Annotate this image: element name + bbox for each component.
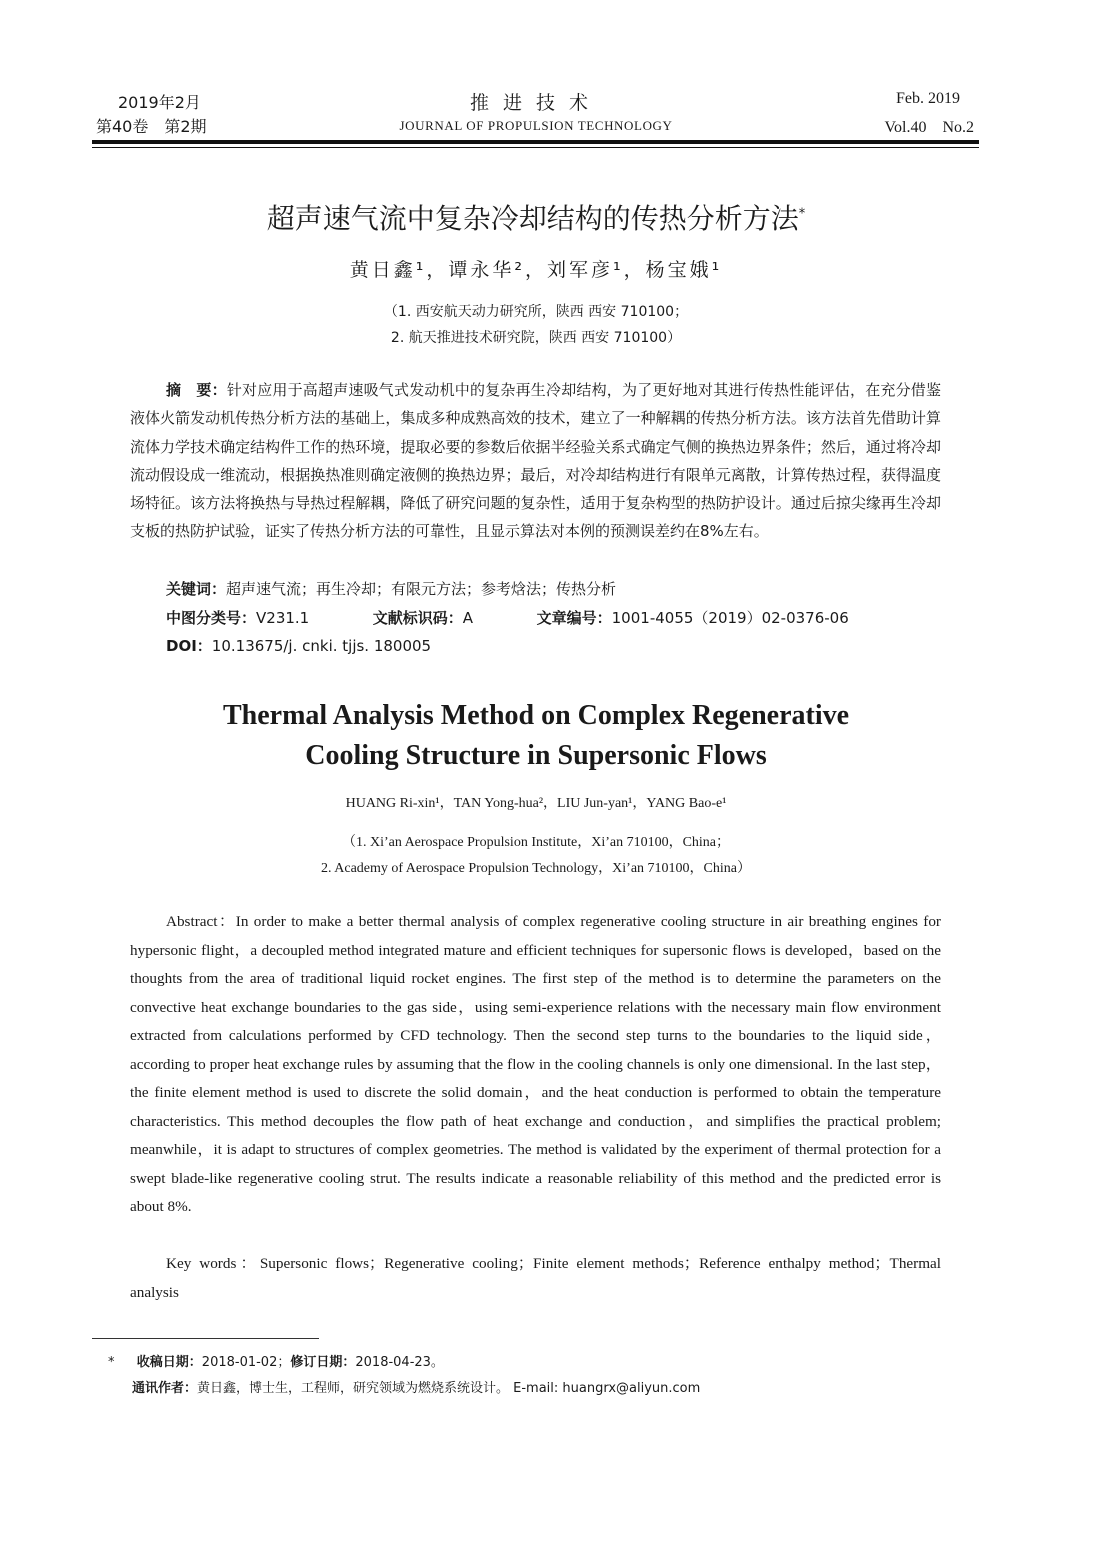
- affiliations-en: [0, 830, 1072, 882]
- revised-date: 2018-04-23。: [355, 1355, 444, 1370]
- abstract-en-text: In order to make a better thermal analysis of complex regenerative cooling structure in air breathing engines for hypersonic flight，a decoupled method integrated mature and efficient techniques for supersonic flows is developed，based on the thoughts from the area of traditional liquid rocket engines. The first step of the method is to determine the parameters on the convective heat exchange boundaries to the gas side，using semi-experience relations with the necessary main flow environment extracted from calculations performed by CFD technology. Then the second step turns to the boundaries to the liquid side，according to proper heat exchange rules by assuming that the flow in the cooling channels is only one dimensional. In the last step，the finite element method is used to discrete the solid domain，and the heat conduction is performed to obtain the temperature characteristics. This method decouples the flow path of heat exchange and conduction，and simplifies the practical problem; meanwhile，it is adapt to structures of complex geometries. The method is validated by the experiment of thermal protection for a swept blade-like regenerative cooling strut. The results indicate a reasonable reliability of this method and the predicted error is about 8%.: [130, 913, 941, 1215]
- header-issue-cn: 第40卷 第2期: [96, 117, 207, 136]
- footnote-dates: [108, 1350, 444, 1376]
- abstract-cn: [130, 376, 941, 546]
- keywords-cn-label: 关键词：: [166, 580, 227, 598]
- abstract-en: [130, 908, 941, 1222]
- abstract-en-label: Abstract：: [166, 913, 236, 930]
- paper-title-en-line1: Thermal Analysis Method on Complex Regenerative: [222, 700, 850, 731]
- keywords-en-text: Supersonic flows；Regenerative cooling；Finite element methods；Reference enthalpy method；Thermal analysis: [130, 1255, 941, 1301]
- abstract-cn-text: 针对应用于高超声速吸气式发动机中的复杂再生冷却结构，为了更好地对其进行传热性能评估，在充分借鉴液体火箭发动机传热分析方法的基础上，集成多种成熟高效的技术，建立了一种解耦的传热分析方法。该方法首先借助计算流体力学技术确定结构件工作的热环境，提取必要的参数后依据半经验关系式确定气侧的换热边界条件；然后，通过将冷却流动假设成一维流动，根据换热准则确定液侧的换热边界；最后，对冷却结构进行有限单元离散，计算传热过程，获得温度场特征。该方法将换热与导热过程解耦，降低了研究问题的复杂性，适用于复杂构型的热防护设计。通过后掠尖缘再生冷却支板的热防护试验，证实了传热分析方法的可靠性，且显示算法对本例的预测误差约在8%左右。: [130, 381, 941, 541]
- paper-title-en-line2: Cooling Structure in Supersonic Flows: [305, 740, 767, 771]
- revised-label: 修订日期：: [290, 1355, 356, 1370]
- doi-value: 10.13675/j. cnki. tjjs. 180005: [211, 637, 432, 655]
- keywords-cn-text: 超声速气流；再生冷却；有限元方法；参考焓法；传热分析: [226, 580, 617, 598]
- header-rule-thick: [92, 140, 979, 144]
- article-number-label: 文章编号：: [536, 609, 612, 627]
- keywords-cn: [166, 578, 616, 599]
- affiliation-cn-1: （1. 西安航天动力研究所，陕西 西安 710100；: [383, 304, 689, 320]
- affiliation-cn-2: 2. 航天推进技术研究院，陕西 西安 710100）: [390, 330, 682, 346]
- paper-title-en: [0, 696, 1072, 776]
- doi-label: DOI：: [166, 637, 212, 655]
- journal-name-en: JOURNAL OF PROPULSION TECHNOLOGY: [399, 118, 673, 133]
- classification-row: [166, 607, 849, 628]
- corresponding-info: 黄日鑫，博士生，工程师，研究领域为燃烧系统设计。 E-mail: huangrx@aliyun.com: [197, 1381, 701, 1396]
- paper-title-cn: [0, 197, 1072, 237]
- doc-code-label: 文献标识码：: [372, 609, 463, 627]
- footnote-rule: [92, 1338, 319, 1339]
- header-rule-thin: [92, 147, 979, 148]
- header-date-cn: 2019年2月: [118, 93, 201, 112]
- doc-code-value: A: [462, 609, 474, 627]
- article-number-value: 1001-4055（2019）02-0376-06: [611, 609, 849, 627]
- affiliation-en-2: 2. Academy of Aerospace Propulsion Technology，Xi’an 710100，China）: [321, 861, 751, 876]
- header-date-en: Feb. 2019: [896, 90, 960, 107]
- keywords-en-label: Key words：: [166, 1255, 260, 1272]
- received-date: 2018-01-02；: [201, 1355, 291, 1370]
- journal-name-cn: 推进技术: [469, 92, 602, 114]
- paper-title-cn-text: 超声速气流中复杂冷却结构的传热分析方法: [266, 202, 799, 235]
- header-issue-en: Vol.40 No.2: [884, 119, 974, 136]
- clc-value: V231.1: [256, 609, 310, 627]
- received-label: 收稿日期：: [136, 1355, 202, 1370]
- clc-label: 中图分类号：: [166, 609, 257, 627]
- authors-cn: 黄日鑫¹，谭永华²，刘军彦¹，杨宝娥¹: [349, 259, 723, 281]
- footnote-mark: *: [108, 1355, 115, 1370]
- footnote-corresponding: [132, 1376, 700, 1402]
- affiliations-cn: [0, 299, 1072, 351]
- corresponding-label: 通讯作者：: [132, 1381, 198, 1396]
- keywords-en: [130, 1250, 941, 1307]
- affiliation-en-1: （1. Xi’an Aerospace Propulsion Institute，Xi’an 710100，China；: [341, 835, 731, 850]
- title-footnote-mark: *: [798, 206, 806, 222]
- doi-row: [166, 635, 431, 656]
- abstract-cn-label: 摘 要：: [166, 381, 227, 399]
- authors-en: HUANG Ri-xin¹，TAN Yong-hua²，LIU Jun-yan¹，YANG Bao-e¹: [345, 796, 727, 811]
